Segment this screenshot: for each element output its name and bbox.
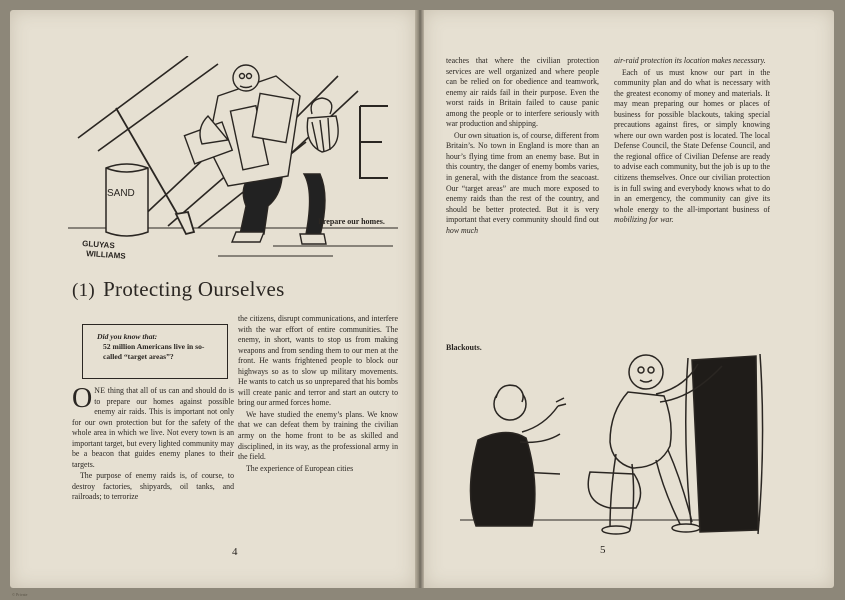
footer-mark: © Private — [12, 592, 28, 597]
left-column-1 — [72, 383, 234, 503]
paragraph-text: Our own situation is, of course, different from Britain’s. No town in England is more than an hour’s flying time from an enemy base. But in this country, the danger of enemy bombs varies, in general, with the distance from the seacoast. Our “target areas” are much more exposed to enemy raids than the rest of the country, and should be better protected. But it is very important that every community should find out — [446, 130, 599, 225]
right-column-1 — [446, 56, 599, 236]
page-number-right: 5 — [600, 544, 606, 556]
left-column-2 — [238, 314, 398, 474]
illustration-caption: Prepare our homes. — [318, 217, 385, 226]
sand-label: SAND — [107, 188, 135, 199]
first-word-rest: NE — [94, 386, 106, 395]
paragraph-text: Each of us must know our part in the community plan and do what is necessary with the greatest economy of money and materials. It may mean preparing our homes or places of business for possible blackouts, taking special precautions against fires, or simply knowing where our own warden post is located. The local Defense Council, the State Defense Council, and the regional office of Civilian Defense are ready to advise each community, but the job is up to the citizens themselves. Once our civilian protection is in full swing and everybody knows what to do in an emergency, the community can give its whole energy to the all-important business of — [614, 67, 770, 214]
artist-signature-line2: WILLIAMS — [85, 249, 126, 261]
did-you-know-box — [82, 324, 228, 379]
italic-text: air-raid protection its location makes necessary. — [614, 56, 766, 65]
chapter-heading — [72, 277, 285, 302]
chapter-number: (1) — [72, 280, 96, 301]
did-you-know-heading: Did you know that: — [97, 332, 158, 341]
paragraph — [446, 131, 599, 236]
did-you-know-body: 52 million Americans live in so-called “target areas”? — [103, 342, 205, 361]
paragraph — [72, 383, 234, 470]
italic-text: how much — [446, 225, 479, 235]
artist-signature-line1: GLUYAS — [81, 239, 116, 251]
paragraph: The purpose of enemy raids is, of course, to destroy factories, shipyards, oil tanks, and railroads; to terrorize — [72, 471, 234, 502]
blackouts-caption: Blackouts. — [446, 343, 482, 352]
book-gutter — [415, 10, 424, 588]
paragraph: teaches that where the civilian protection services are well organized and where people can be relied on for obedience and teamwork, enemy air raids fail in their purpose. Even the worst raids in Britain failed to cause panic among the people or to interfere seriously with war production and shipping. — [446, 56, 599, 129]
paragraph-text: thing that all of us can and should do is to prepare our homes against possible enemy air raids. This is important not only for our own protection but for the safety of the whole area in which we live. Not every town is an important target, but every lighted community may be a beacon that guides enemy planes to their targets. — [72, 386, 234, 469]
drop-cap: O — [72, 383, 93, 414]
paragraph: The experience of European cities — [246, 463, 354, 473]
chapter-title: Protecting Ourselves — [103, 277, 285, 301]
left-page — [10, 10, 415, 597]
paragraph — [614, 68, 770, 226]
italic-text: mobilizing for war. — [614, 215, 674, 225]
right-page — [424, 10, 834, 588]
paragraph: We have studied the enemy’s plans. We know that we can defeat them by training the civilian army on the home front to be as skilled and disciplined, in its way, as the professional army in the field. — [238, 409, 398, 462]
prepare-homes-illustration — [68, 56, 408, 268]
page-number-left: 4 — [232, 546, 238, 558]
blackouts-illustration — [460, 342, 770, 538]
right-column-2 — [614, 56, 770, 226]
paragraph: the citizens, disrupt communications, and interfere with the war effort of entire communities. The enemy, in short, wants to stop us from making weapons and from sending them to our men at the front. He wants frightened people to block our highways so as to slow up military movements. He wants to catch us so unprepared that his bombs will create panic and terror and start an outcry to bring our armed forces home. — [238, 314, 398, 408]
